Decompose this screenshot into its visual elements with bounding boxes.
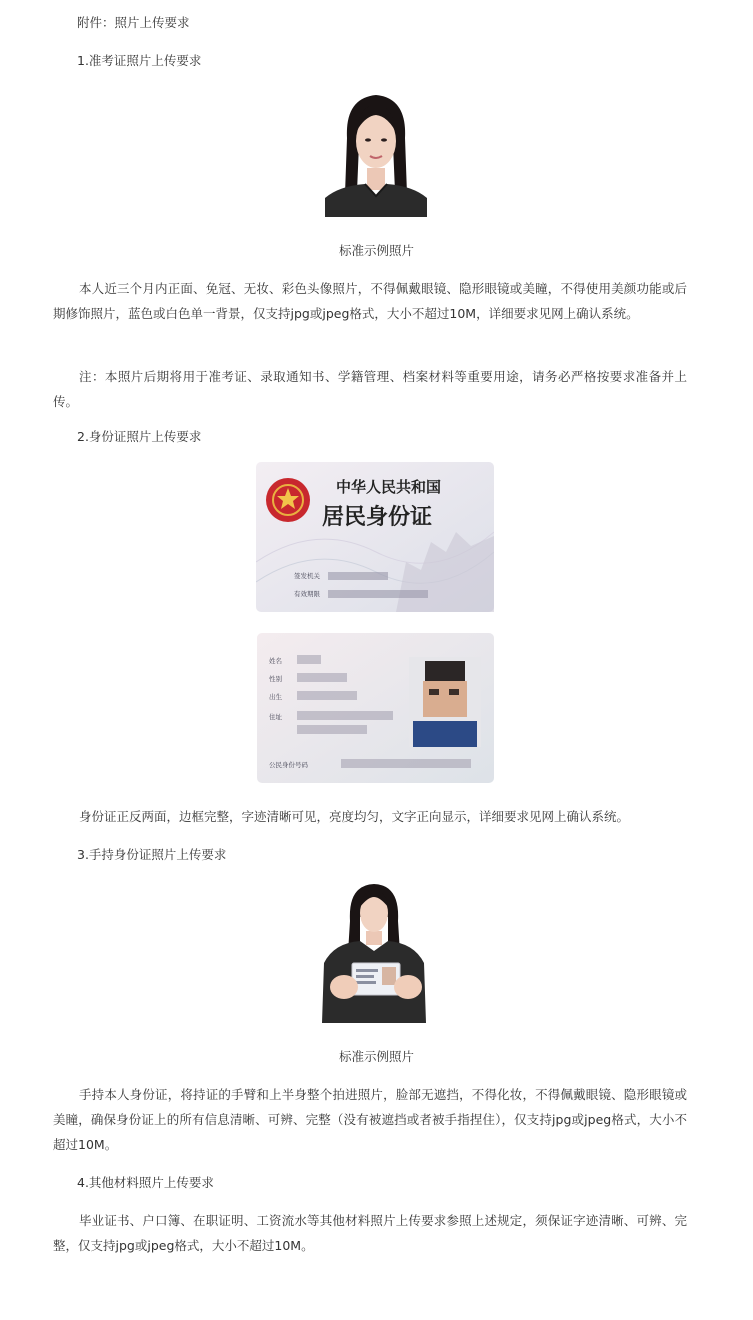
id-front-line1: 中华人民共和国	[336, 478, 442, 496]
id-card-back-image	[257, 633, 494, 783]
section-1-paragraph-2: 注：本照片后期将用于准考证、录取通知书、学籍管理、档案材料等重要用途，请务必严格按要求准备并上传。	[53, 369, 687, 409]
section-1-paragraph-1: 本人近三个月内正面、免冠、无妆、彩色头像照片，不得佩戴眼镜、隐形眼镜或美瞳，不得使用美颜功能或后期修饰照片，蓝色或白色单一背景，仅支持jpg或jpeg格式，大小不超过10M，详细要求见网上确认系统。	[53, 281, 687, 321]
section-2-paragraph: 身份证正反两面，边框完整，字迹清晰可见，亮度均匀，文字正向显示，详细要求见网上确认系统。	[79, 809, 630, 824]
standard-headshot-photo	[325, 86, 427, 217]
id-address-label: 住址	[269, 713, 282, 721]
id-front-line2: 居民身份证	[322, 504, 433, 530]
photo-caption-1: 标准示例照片	[338, 243, 414, 258]
section-4-heading: 4.其他材料照片上传要求	[77, 1175, 214, 1190]
id-birth-label: 出生	[269, 693, 282, 701]
section-3-heading: 3.手持身份证照片上传要求	[77, 847, 227, 862]
id-number-label: 公民身份号码	[269, 761, 308, 769]
attachment-title: 附件：照片上传要求	[77, 15, 190, 30]
id-card-front-image	[256, 462, 494, 612]
section-3-paragraph: 手持本人身份证，将持证的手臂和上半身整个拍进照片，脸部无遮挡，不得化妆，不得佩戴眼镜、隐形眼镜或美瞳，确保身份证上的所有信息清晰、可辨、完整（没有被遮挡或者被手指捏住），仅支持jpg或jpeg格式，大小不超过10M。	[53, 1087, 687, 1152]
id-issuer-label: 签发机关	[294, 572, 320, 580]
photo-caption-3: 标准示例照片	[338, 1049, 414, 1064]
holding-id-card-photo	[304, 881, 445, 1023]
id-gender-label: 性别	[269, 675, 282, 683]
id-validity-label: 有效期限	[294, 590, 320, 598]
section-2-heading: 2.身份证照片上传要求	[77, 429, 202, 444]
section-4-paragraph: 毕业证书、户口簿、在职证明、工资流水等其他材料照片上传要求参照上述规定，须保证字迹清晰、可辨、完整，仅支持jpg或jpeg格式，大小不超过10M。	[53, 1213, 687, 1253]
id-name-label: 姓名	[269, 657, 282, 665]
section-1-heading: 1.准考证照片上传要求	[77, 53, 202, 68]
